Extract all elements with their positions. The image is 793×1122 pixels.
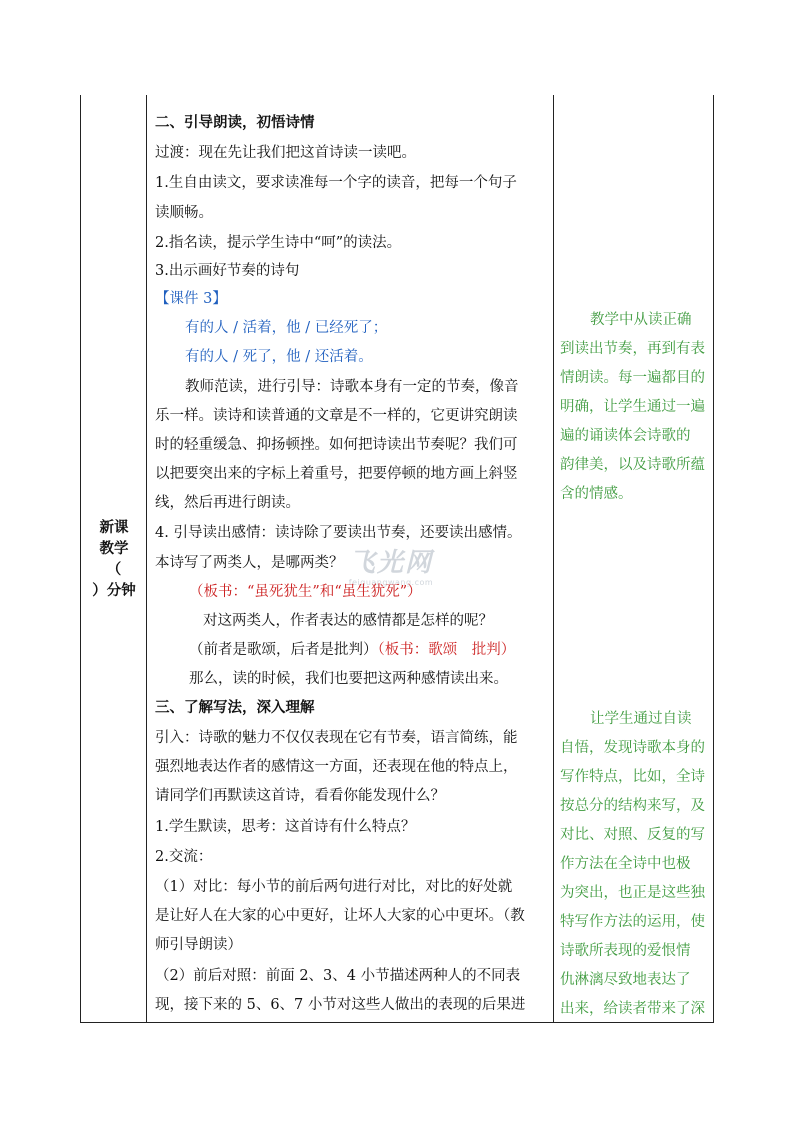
note-line: 写作特点，比如，全诗 bbox=[560, 769, 705, 785]
stage-label bbox=[84, 518, 144, 602]
note-line: 特写作方法的运用，使 bbox=[560, 914, 705, 930]
content-line: 线，然后再进行朗读。 bbox=[155, 495, 300, 511]
stage-label-line: 新课 bbox=[99, 520, 129, 536]
answer-text: （前者是歌颂，后者是批判） bbox=[189, 642, 378, 658]
content-line: 3.出示画好节奏的诗句 bbox=[155, 263, 300, 279]
table-left-border bbox=[80, 95, 81, 1023]
content-line: 对这两类人，作者表达的感情都是怎样的呢？ bbox=[203, 613, 493, 629]
stage-label-line: ）分钟 bbox=[92, 583, 136, 599]
content-line: 是让好人在大家的心中更好，让坏人大家的心中更坏。（教 bbox=[155, 908, 525, 924]
content-line: 以把要突出来的字标上着重号，把要停顿的地方画上斜竖 bbox=[155, 466, 518, 482]
content-line: 那么，读的时候，我们也要把这两种感情读出来。 bbox=[189, 671, 508, 687]
content-line: 乐一样。读诗和读普通的文章是不一样的，它更讲究朗读 bbox=[155, 408, 518, 424]
note-line: 情朗读。每一遍都目的 bbox=[560, 370, 705, 386]
note-line: 遍的诵读体会诗歌的 bbox=[560, 428, 691, 444]
content-line: 本诗写了两类人，是哪两类？ bbox=[155, 555, 344, 571]
poem-line: 有的人 / 死了，他 / 还活着。 bbox=[185, 349, 373, 365]
content-line: 强烈地表达作者的感情这一方面，还表现在他的特点上， bbox=[155, 759, 518, 775]
watermark-logo-text: 飞光网 bbox=[348, 548, 433, 578]
note-line: 按总分的结构来写，及 bbox=[560, 798, 705, 814]
section-title: 二、引导朗读，初悟诗情 bbox=[155, 115, 315, 131]
note-line: 作方法在全诗中也极 bbox=[560, 856, 691, 872]
stage-label-line: （ bbox=[106, 562, 122, 578]
content-line: 过渡：现在先让我们把这首诗读一读吧。 bbox=[155, 145, 416, 161]
note-line: 对比、对照、反复的写 bbox=[560, 827, 705, 843]
content-line: （2）前后对照：前面 2、3、4 小节描述两种人的不同表 bbox=[155, 968, 521, 984]
section-title: 三、了解写法，深入理解 bbox=[155, 700, 315, 716]
content-line: 引入：诗歌的魅力不仅仅表现在它有节奏，语言简练，能 bbox=[155, 730, 518, 746]
content-line: 请同学们再默读这首诗，看看你能发现什么？ bbox=[155, 788, 445, 804]
content-line: 1.生自由读文，要求读准每一个字的读音，把每一个句子 bbox=[155, 175, 517, 191]
note-line: 自悟，发现诗歌本身的 bbox=[560, 740, 705, 756]
note-line: 韵律美，以及诗歌所蕴 bbox=[560, 457, 705, 473]
content-line: 时的轻重缓急、抑扬顿挫。如何把诗读出节奏呢？我们可 bbox=[155, 437, 518, 453]
table-bottom-border bbox=[80, 1022, 714, 1023]
note-line: 出来，给读者带来了深 bbox=[560, 1001, 705, 1017]
table-divider-2 bbox=[553, 95, 554, 1023]
note-line: 到读出节奏，再到有表 bbox=[560, 341, 705, 357]
content-line: 4. 引导读出感情：读诗除了要读出节奏，还要读出感情。 bbox=[155, 525, 522, 541]
note-line: 教学中从读正确 bbox=[590, 312, 692, 328]
note-line: 诗歌所表现的爱恨情 bbox=[560, 943, 691, 959]
blackboard-note: （板书：“虽死犹生”和“虽生犹死”） bbox=[189, 584, 422, 600]
content-line: 1.学生默读，思考：这首诗有什么特点？ bbox=[155, 819, 416, 835]
table-divider-1 bbox=[146, 95, 147, 1023]
note-line: 明确，让学生通过一遍 bbox=[560, 399, 705, 415]
stage-label-line: 教学 bbox=[99, 541, 129, 557]
content-line: 师引导朗读） bbox=[155, 937, 242, 953]
content-line: 2.交流： bbox=[155, 849, 213, 865]
note-line: 仇淋漓尽致地表达了 bbox=[560, 972, 691, 988]
courseware-tag: 【课件 3】 bbox=[155, 291, 227, 307]
content-line: （1）对比：每小节的前后两句进行对比，对比的好处就 bbox=[155, 879, 513, 895]
answer-line bbox=[155, 640, 553, 660]
content-line: 读顺畅。 bbox=[155, 205, 213, 221]
note-line: 含的情感。 bbox=[560, 486, 633, 502]
content-line: 2.指名读，提示学生诗中“呵”的读法。 bbox=[155, 235, 402, 251]
watermark-url: feiguangwang.com bbox=[348, 578, 434, 587]
content-line: 现，接下来的 5、6、7 小节对这些人做出的表现的后果进 bbox=[155, 997, 526, 1013]
poem-line: 有的人 / 活着，他 / 已经死了； bbox=[185, 320, 388, 336]
note-line: 为突出，也正是这些独 bbox=[560, 885, 705, 901]
note-line: 让学生通过自读 bbox=[590, 711, 692, 727]
blackboard-note: （板书：歌颂 批判） bbox=[377, 642, 516, 658]
content-line: 教师范读，进行引导：诗歌本身有一定的节奏，像音 bbox=[185, 379, 519, 395]
